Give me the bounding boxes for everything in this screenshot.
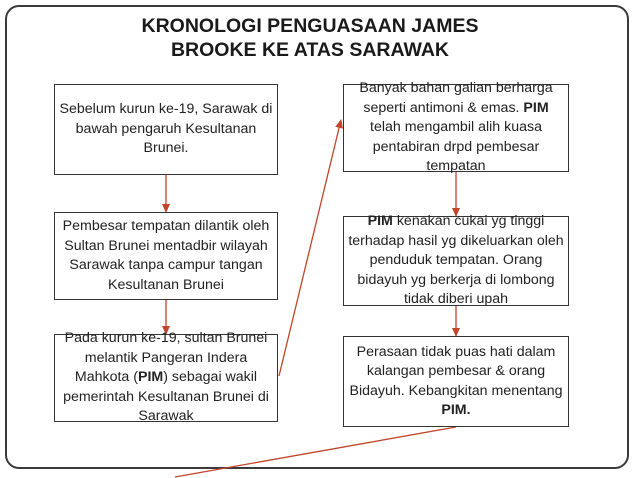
box-pim-appointed-post: ) sebagai wakil pemerintah Kesultanan Brunei di Sarawak [63,369,269,425]
box-local-chiefs-appointed [54,212,278,300]
box-uprising-bold: PIM. [441,402,471,418]
box-uprising-pre: Perasaan tidak puas hati dalam kalangan pembesar & orang Bidayuh. Kebangkitan menentang [349,343,563,399]
box-pim-appointed-pre: Pada kurun ke-19, sultan Brunei melantik Pangeran Indera Mahkota ( [64,330,268,386]
box-uprising-against-pim [343,336,569,427]
arrow-b6-next [175,427,456,477]
box-minerals-post: telah mengambil alih kuasa pentabiran drpd pembesar tempatan [370,119,542,175]
box-pim-high-taxes [343,213,569,308]
arrow-b3-b4 [279,120,341,376]
box-uprising-against-pim-text [348,343,564,421]
box-before-19th-century [54,84,278,175]
box-minerals-pim-takeover-text [348,79,564,177]
box-minerals-bold: PIM [523,99,549,116]
box-local-chiefs-appointed-text: Pembesar tempatan dilantik oleh Sultan Brunei mentadbir wilayah Sarawak tanpa campur tangan Kesultanan Brunei [62,218,270,293]
box-pim-appointed [54,330,278,425]
box-pim-appointed-text [59,329,273,427]
box-minerals-pim-takeover [343,80,569,175]
box-before-19th-century-text: Sebelum kurun ke-19, Sarawak di bawah pengaruh Kesultanan Brunei. [59,101,273,157]
box-taxes-bold: PIM [367,213,393,230]
box-pim-appointed-bold: PIM [138,369,164,386]
title-line-1: KRONOLOGI PENGUASAAN JAMES [141,15,479,37]
box-taxes-post: kenakan cukai yg tinggi terhadap hasil yg dikeluarkan oleh penduduk tempatan. Orang bidayuh yg berkerja di lombong tidak diberi upah [348,213,564,308]
title-line-2: BROOKE KE ATAS SARAWAK [170,39,450,61]
box-minerals-pre: Banyak bahan galian berharga seperti antimoni & emas. [359,80,553,116]
box-pim-high-taxes-text [348,212,564,310]
